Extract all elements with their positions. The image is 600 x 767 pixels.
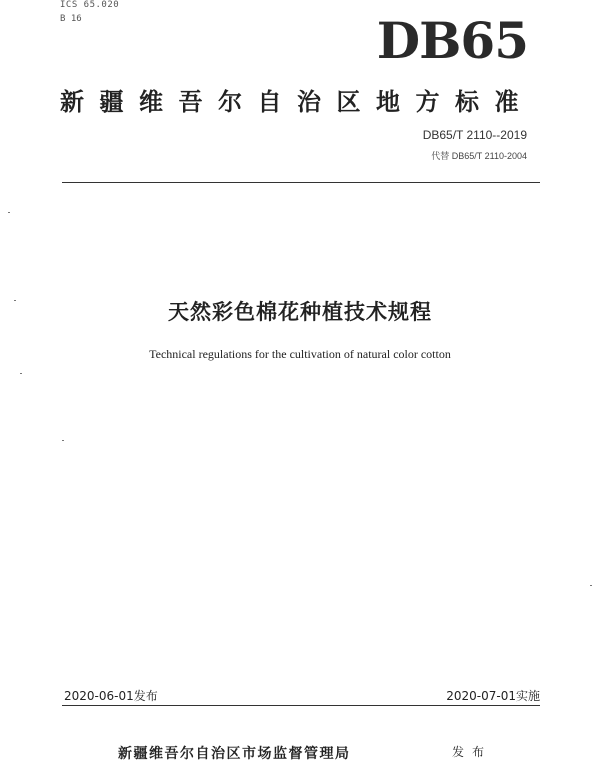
standard-type-title: 新疆维吾尔自治区地方标准 (60, 88, 534, 116)
document-title-en: Technical regulations for the cultivation of natural color cotton (149, 347, 451, 361)
scan-speck (14, 300, 16, 301)
document-title-cn: 天然彩色棉花种植技术规程 (168, 300, 432, 324)
scan-speck (590, 585, 592, 586)
replaces-note: 代替 DB65/T 2110-2004 (431, 151, 527, 161)
header-divider (62, 182, 540, 183)
issue-label: 发布 (452, 745, 493, 759)
scan-speck (8, 212, 10, 213)
scan-speck (20, 373, 22, 374)
implementation-date: 2020-07-01实施 (446, 689, 540, 703)
scan-speck (62, 440, 64, 441)
issuing-authority: 新疆维吾尔自治区市场监督管理局 (118, 746, 351, 762)
footer-divider (62, 705, 540, 706)
standard-number: DB65/T 2110--2019 (422, 128, 527, 142)
standard-mark-logo: DB65 (376, 11, 528, 70)
ics-code: ICS 65.020 (60, 0, 120, 10)
issue-date: 2020-06-01发布 (64, 689, 158, 703)
ccs-code: B 16 (60, 14, 82, 24)
